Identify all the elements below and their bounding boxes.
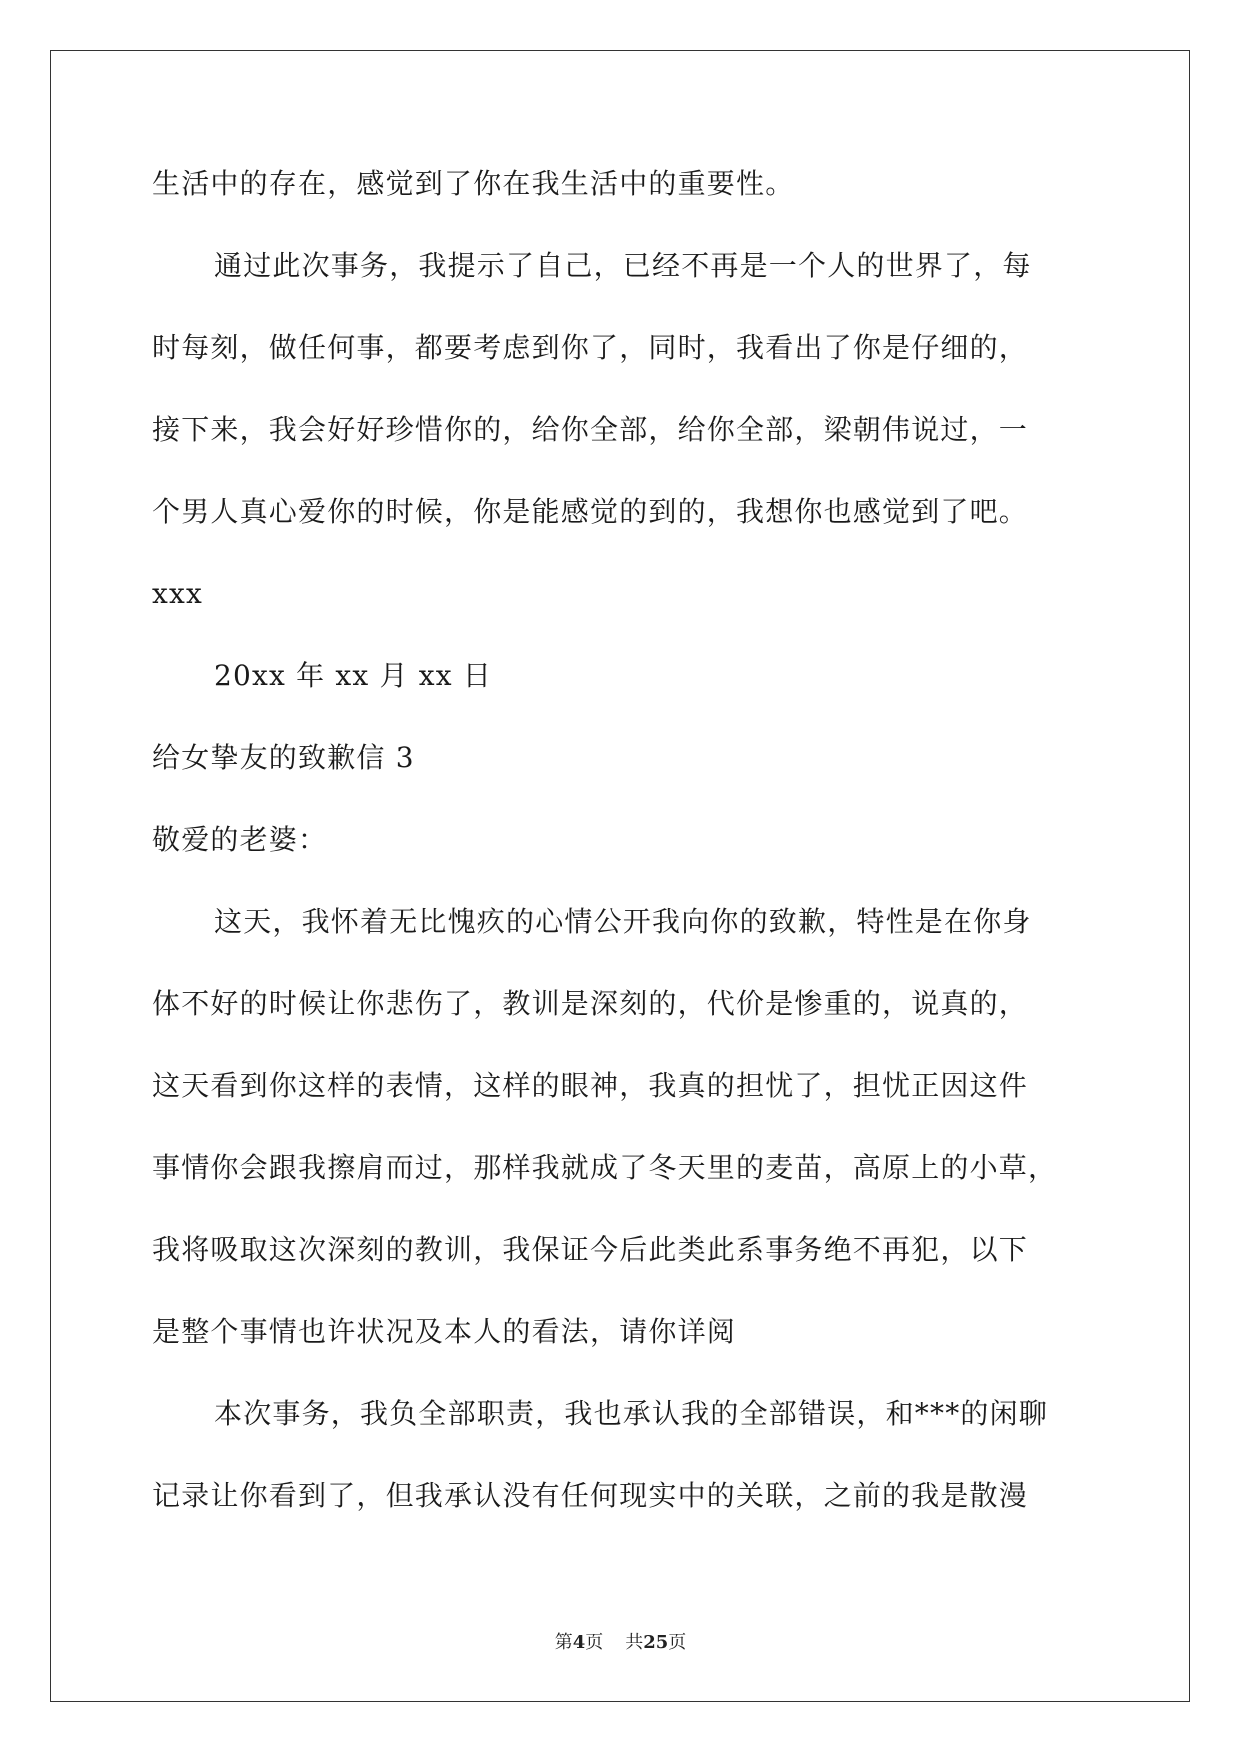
page-number: 4 xyxy=(572,1632,586,1653)
page-suffix: 页 xyxy=(585,1632,604,1653)
total-prefix: 共 xyxy=(625,1632,644,1653)
date-line: 20xx 年 xx 月 xx 日 xyxy=(214,659,493,692)
text-line: 事情你会跟我擦肩而过，那样我就成了冬天里的麦苗，高原上的小草， xyxy=(152,1151,1058,1184)
text-line: 我将吸取这次深刻的教训，我保证今后此类此系事务绝不再犯，以下 xyxy=(152,1233,1029,1266)
text-line: 这天，我怀着无比愧疚的心情公开我向你的致歉，特性是在你身 xyxy=(214,905,1032,938)
text-line: 个男人真心爱你的时候，你是能感觉的到的，我想你也感觉到了吧。 xyxy=(152,495,1029,528)
signature-line: xxx xyxy=(152,577,203,610)
page-footer xyxy=(0,1628,1241,1654)
salutation: 敬爱的老婆： xyxy=(152,823,328,856)
text-line: 本次事务，我负全部职责，我也承认我的全部错误，和***的闲聊 xyxy=(214,1397,1049,1430)
text-line: 这天看到你这样的表情，这样的眼神，我真的担忧了，担忧正因这件 xyxy=(152,1069,1029,1102)
text-line: 通过此次事务，我提示了自己，已经不再是一个人的世界了，每 xyxy=(214,249,1032,282)
total-pages: 25 xyxy=(643,1632,669,1653)
document-body xyxy=(152,164,1092,1558)
text-line: 体不好的时候让你悲伤了，教训是深刻的，代价是惨重的，说真的， xyxy=(152,987,1029,1020)
text-line: 是整个事情也许状况及本人的看法，请你详阅 xyxy=(152,1315,737,1348)
text-line: 时每刻，做任何事，都要考虑到你了，同时，我看出了你是仔细的， xyxy=(152,331,1029,364)
total-suffix: 页 xyxy=(668,1632,687,1653)
text-line: 接下来，我会好好珍惜你的，给你全部，给你全部，梁朝伟说过，一 xyxy=(152,413,1029,446)
letter-title: 给女挚友的致歉信 3 xyxy=(152,741,415,774)
text-line: 生活中的存在，感觉到了你在我生活中的重要性。 xyxy=(152,167,795,200)
text-line: 记录让你看到了，但我承认没有任何现实中的关联，之前的我是散漫 xyxy=(152,1479,1029,1512)
page-prefix: 第 xyxy=(554,1632,573,1653)
